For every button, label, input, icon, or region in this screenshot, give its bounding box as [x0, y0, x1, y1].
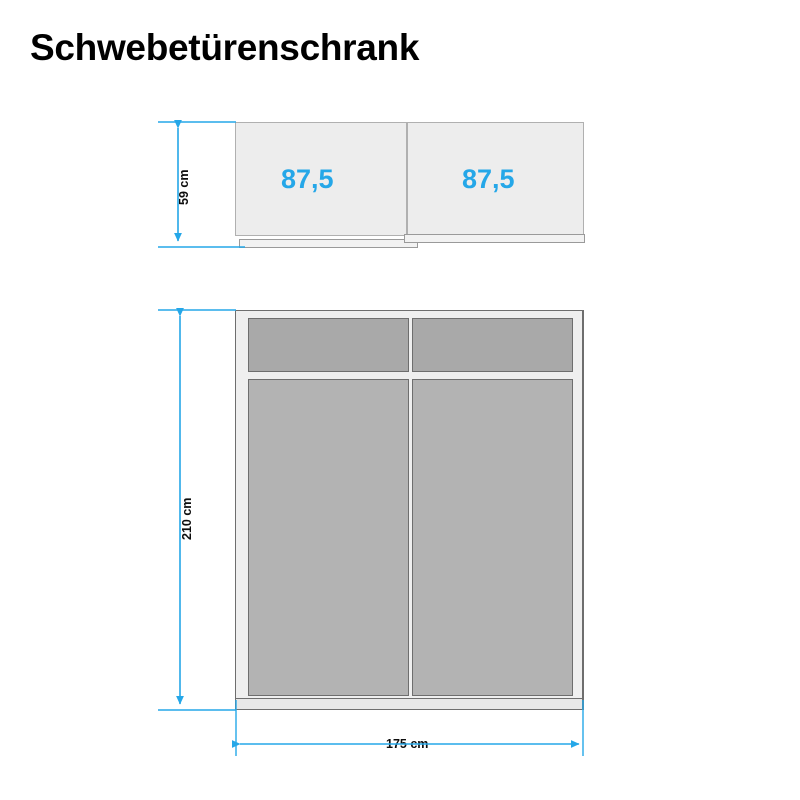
wardrobe-width-label: 175 cm — [386, 737, 429, 751]
wardrobe-door-left-main-panel — [248, 379, 409, 696]
wardrobe-door-right-top-panel — [412, 318, 573, 372]
upper-door-left-width-label: 87,5 — [281, 164, 334, 194]
wardrobe-side-profile — [583, 310, 608, 710]
upper-door-right-width-label: 87,5 — [462, 164, 515, 194]
wardrobe-door-left-top-panel — [248, 318, 409, 372]
page-title: Schwebetürenschrank — [30, 27, 420, 68]
upper-base-rail-left — [239, 239, 418, 248]
upper-unit-height-label: 59 cm — [177, 169, 191, 205]
wardrobe-door-right-main-panel — [412, 379, 573, 696]
upper-base-rail-right — [404, 234, 585, 243]
wardrobe-height-label: 210 cm — [180, 497, 194, 540]
wardrobe-plinth — [235, 698, 583, 710]
